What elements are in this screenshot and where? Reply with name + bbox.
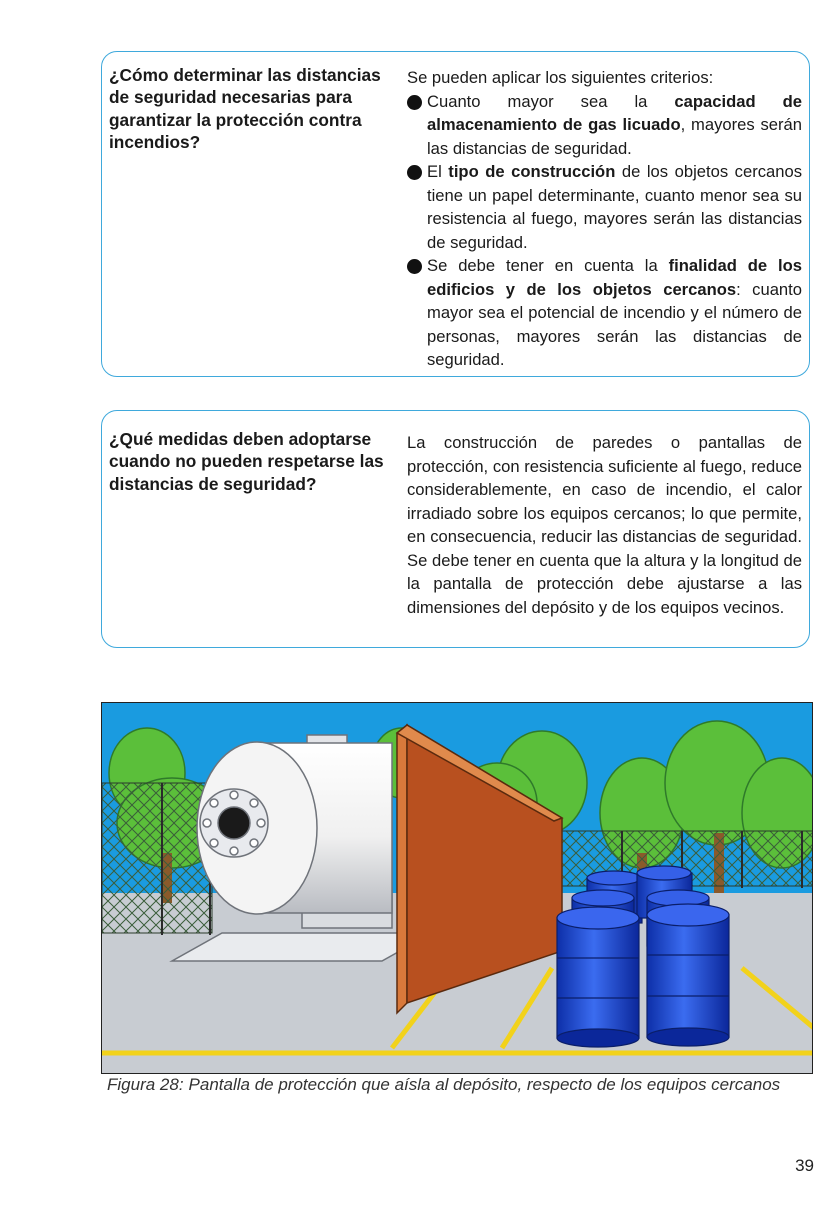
bullet-text: de los objetos cercanos tiene un papel determinante, cuanto menor sea su resistencia al fuego, mayores serán las distancias de seguridad. (427, 162, 802, 252)
list-item (407, 160, 802, 254)
bullet-text: : cuanto mayor sea el potencial de incendio y el número de personas, mayores serán las distancias de seguridad. (427, 279, 802, 369)
bullet-text: El (427, 162, 449, 181)
figure-label: Figura 28: (107, 1075, 184, 1094)
list-item (407, 254, 802, 372)
page-number: 39 (795, 1156, 814, 1175)
qa-box-protection-measures (101, 410, 810, 648)
criteria-list (407, 90, 802, 372)
figure-caption-text: Pantalla de protección que aísla al depósito, respecto de los equipos cercanos (188, 1075, 781, 1094)
bullet-text: Se debe tener en cuenta la (427, 256, 669, 275)
figure-illustration (101, 702, 813, 1074)
bullet-icon (407, 95, 422, 110)
answer-paragraph: La construcción de paredes o pantallas de protección, con resistencia suficiente al fuego, reduce considerablemente, en caso de incendio, el calor irradiado sobre los equipos cercanos; lo que permite, en consecuencia, reducir las distancias de seguridad. Se debe tener en cuenta que la altura y la longitud de la pantalla de protección debe ajustarse a las dimensiones del depósito y de los equipos vecinos. (407, 433, 802, 617)
question-heading: ¿Qué medidas deben adoptarse cuando no pueden respetarse las distancias de seguridad? (109, 429, 384, 494)
qa-box-safety-distances (101, 51, 810, 377)
gas-tank (197, 735, 392, 914)
bullet-text: , mayores serán las distancias de seguridad. (427, 115, 802, 158)
answer-text (407, 66, 802, 372)
figure-caption (107, 1074, 807, 1096)
list-item (407, 90, 802, 161)
fence-left (102, 783, 212, 933)
bullet-icon (407, 165, 422, 180)
bullet-emphasis: capacidad de almacenamiento de gas licuado (427, 91, 802, 134)
answer-intro: Se pueden aplicar los siguientes criterios: (407, 68, 714, 87)
bullet-text: Cuanto mayor sea la (427, 91, 675, 111)
bullet-emphasis: finalidad de los edificios y de los objetos cercanos (427, 256, 802, 299)
bullet-icon (407, 259, 422, 274)
answer-text (407, 431, 802, 619)
protection-wall-illustration (102, 703, 813, 1074)
question-heading: ¿Cómo determinar las distancias de seguridad necesarias para garantizar la protección contra incendios? (109, 65, 381, 153)
bullet-emphasis: tipo de construcción (448, 162, 616, 181)
